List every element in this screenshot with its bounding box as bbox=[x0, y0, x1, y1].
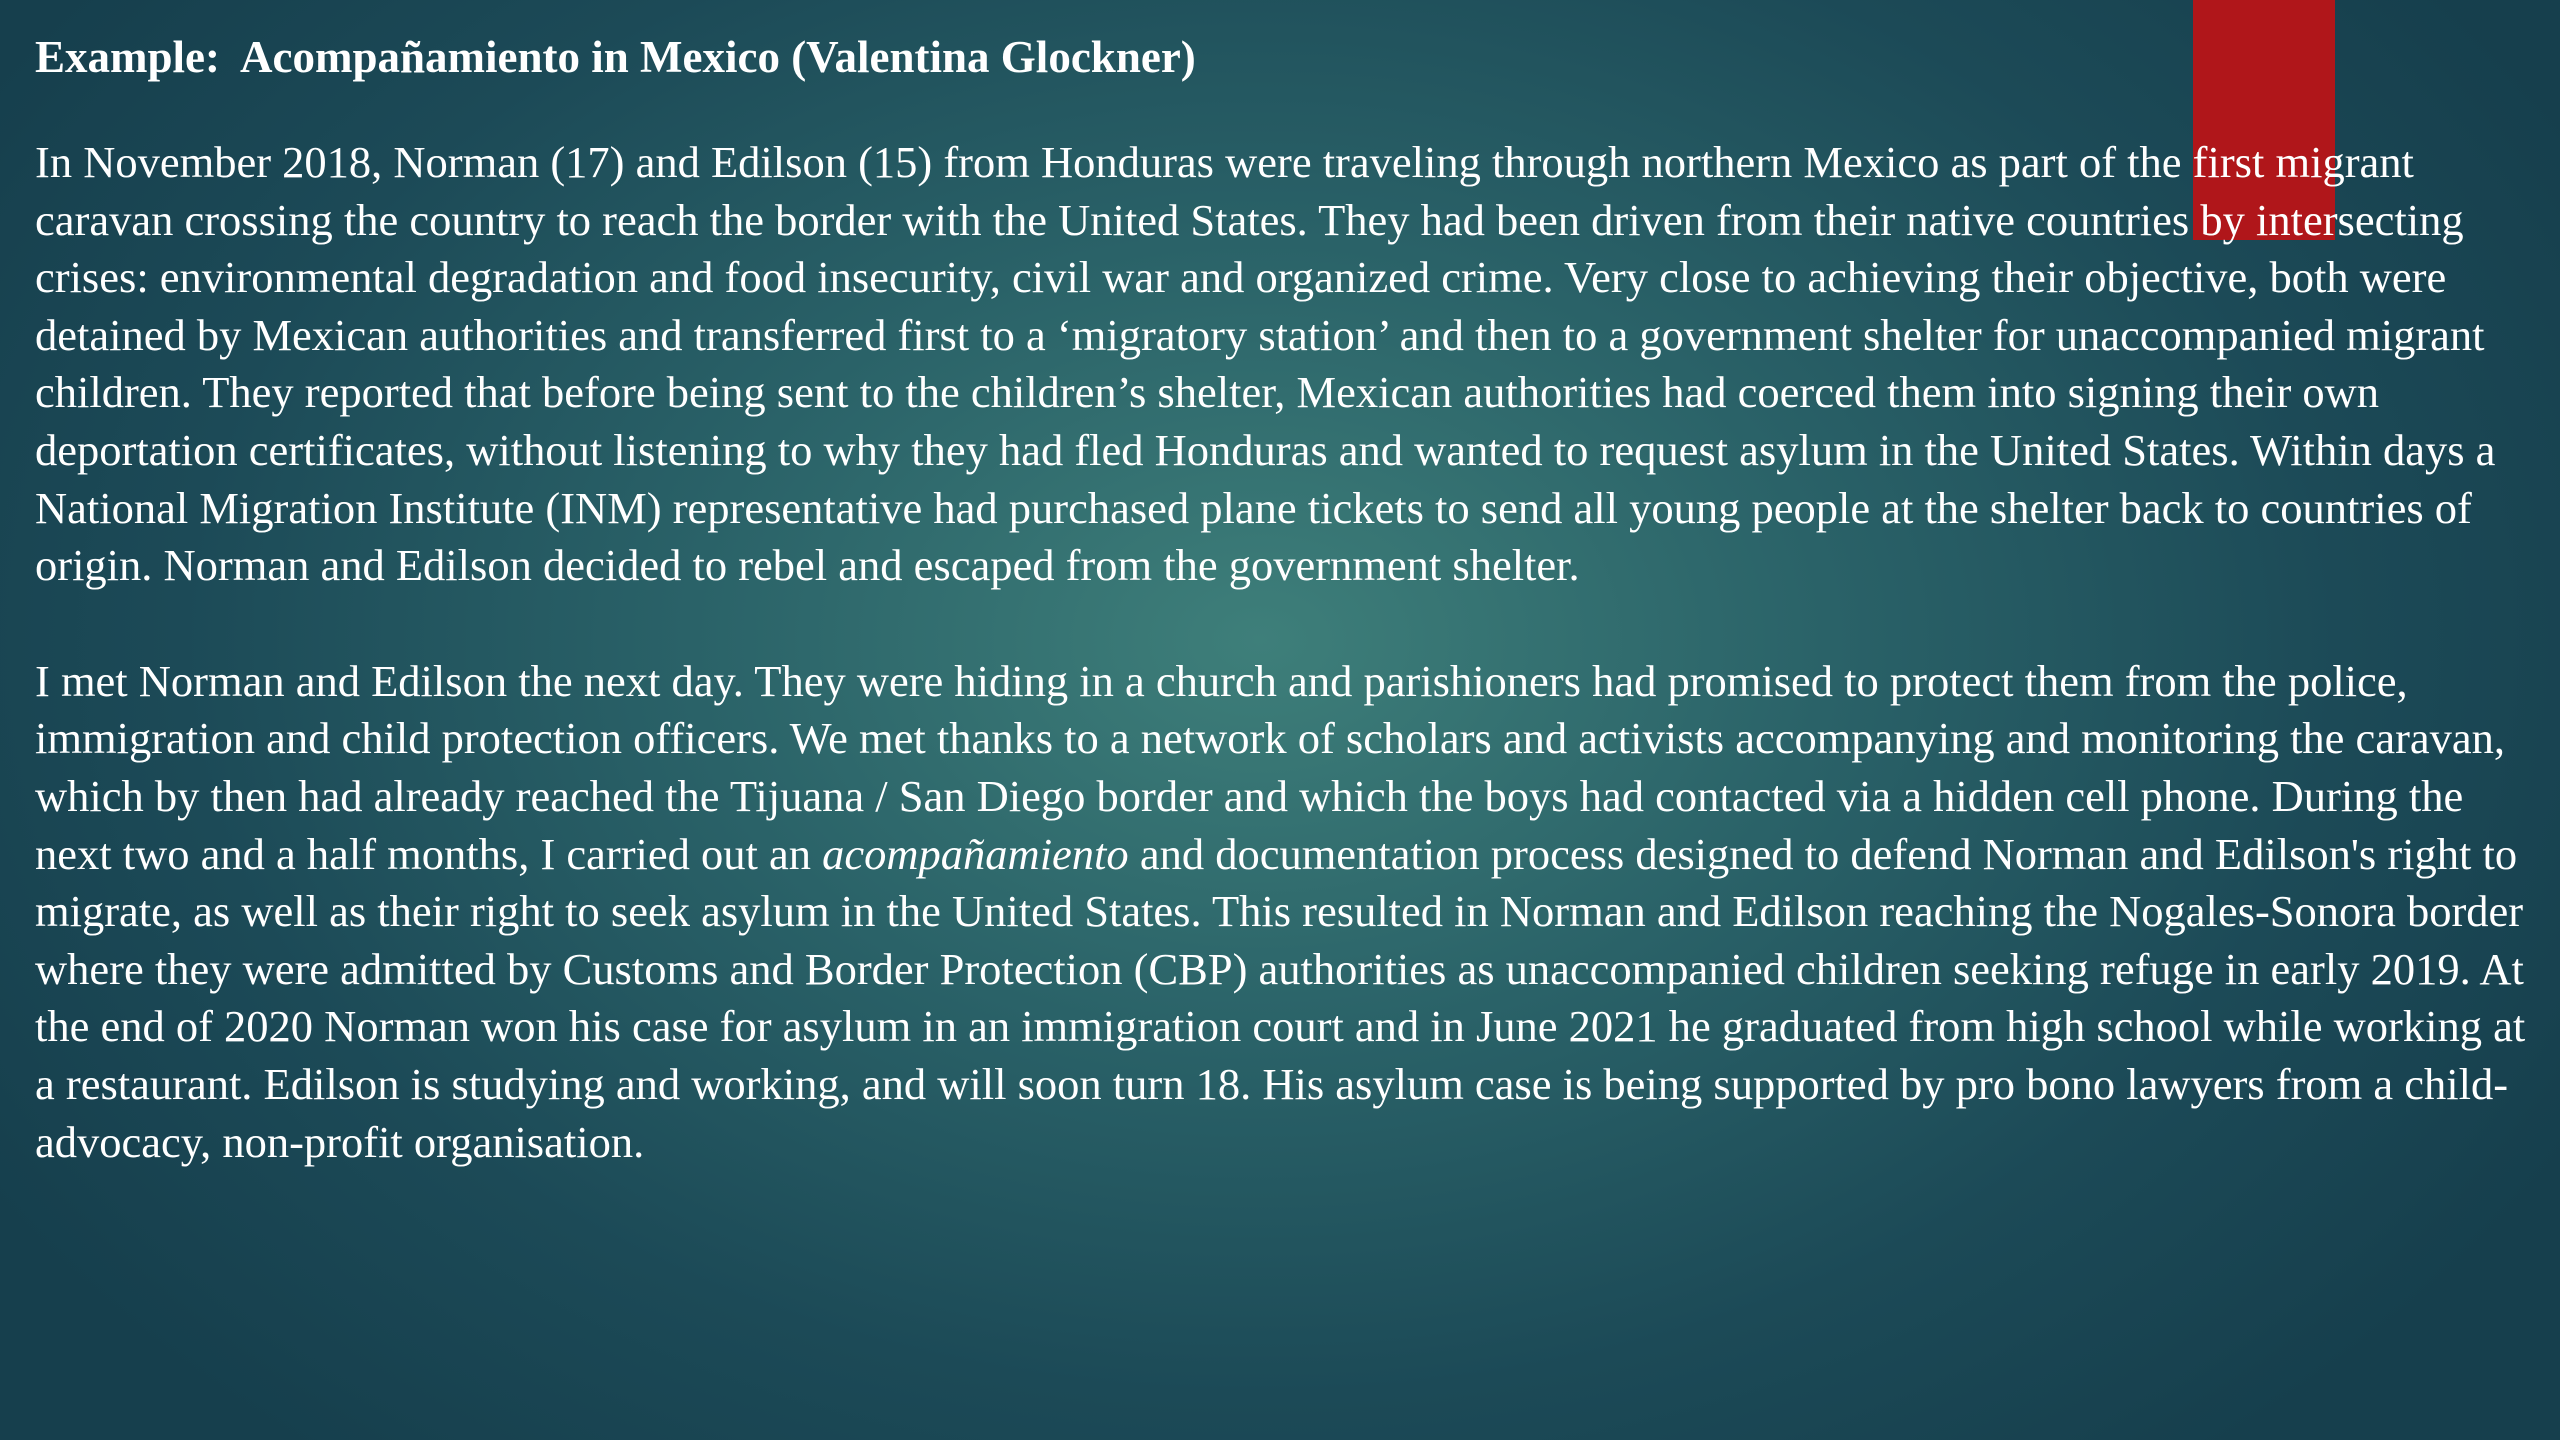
paragraph-detention-story: In November 2018, Norman (17) and Edilson (15) from Honduras were traveling through northern Mexico as part of the first migrant caravan crossing the country to reach the border with the United States. They had been driven from their native countries by intersecting crises: environmental degradation and food insecurity, civil war and organized crime. Very close to achieving their objective, both were detained by Mexican authorities and transferred first to a ‘migratory station’ and then to a government shelter for unaccompanied migrant children. They reported that before being sent to the children’s shelter, Mexican authorities had coerced them into signing their own deportation certificates, without listening to why they had fled Honduras and wanted to request asylum in the United States. Within days a National Migration Institute (INM) representative had purchased plane tickets to send all young people at the shelter back to countries of origin. Norman and Edilson decided to rebel and escaped from the government shelter. bbox=[35, 137, 2496, 591]
paragraph-accompaniment-story bbox=[35, 653, 2545, 1171]
spacer bbox=[35, 595, 2545, 653]
slide-content bbox=[35, 20, 2545, 1171]
spacer bbox=[35, 94, 2545, 134]
slide-title: Example: Acompañamiento in Mexico (Valentina Glockner) bbox=[35, 32, 1196, 82]
paragraph-text-start: I met Norman and Edilson the next day. They were hiding in a church and parishioners had promised to protect them from the police, immigration and child protection officers. We met thanks to a network of scholars and activists accompanying and monitoring the caravan, which by then had already reached the Tijuana / San Diego border and which the boys had contacted via a hidden cell phone. During the next two and a half months, I carried out an bbox=[35, 655, 2506, 879]
italic-term: acompañamiento bbox=[822, 828, 1129, 879]
paragraph-text-end: and documentation process designed to defend Norman and Edilson's right to migrate, as well as their right to seek asylum in the United States. This resulted in Norman and Edilson reaching the Nogales-Sonora border where they were admitted by Customs and Border Protection (CBP) authorities as unaccompanied children seeking refuge in early 2019. At the end of 2020 Norman won his case for asylum in an immigration court and in June 2021 he graduated from high school while working at a restaurant. Edilson is studying and working, and will soon turn 18. His asylum case is being supported by pro bono lawyers from a child-advocacy, non-profit organisation. bbox=[35, 828, 2526, 1167]
